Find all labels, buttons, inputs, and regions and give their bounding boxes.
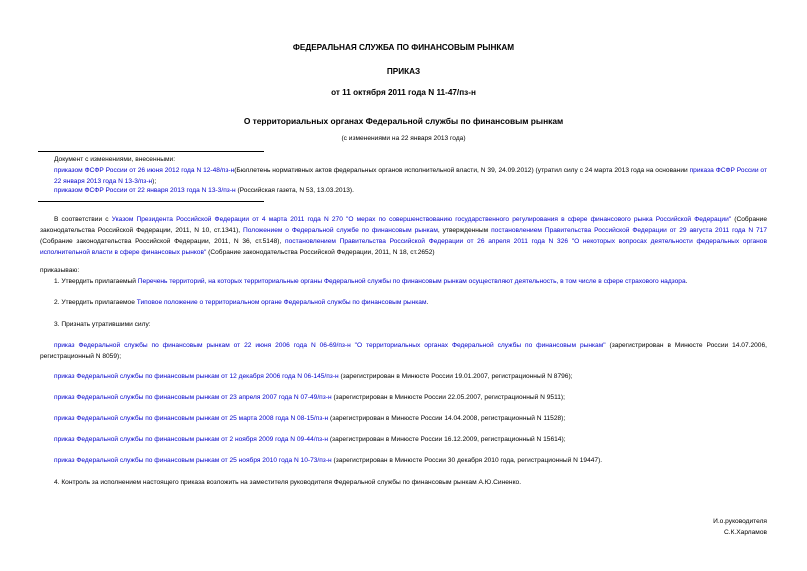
preamble-text-3: , утвержденным: [437, 227, 489, 234]
repealed-item-6: [54, 455, 602, 466]
repealed-link-6[interactable]: приказ Федеральной службы по финансовым рынкам от 25 ноября 2010 года N 10-73/пз-н: [54, 457, 332, 464]
repealed-item-3: [54, 392, 565, 403]
order-item-1-prefix: 1. Утвердить прилагаемый: [54, 278, 138, 285]
repealed-text-2: (зарегистрирован в Минюсте России 19.01.2007, регистрационный N 8796);: [340, 373, 573, 380]
repealed-item-4: [54, 413, 565, 424]
repealed-link-2[interactable]: приказ Федеральной службы по финансовым рынкам от 12 декабря 2006 года N 06-145/пз-н: [54, 373, 339, 380]
signature-position: И.о.руководителя: [713, 518, 767, 525]
amendment-text-1: (Бюллетень нормативных актов федеральных органов исполнительной власти, N 39, 24.09.2012) (утратил силу с 24 марта 2013 года на основании: [234, 167, 688, 174]
repealed-item-5: [54, 434, 566, 445]
prikazyvayu-label: приказываю:: [40, 267, 80, 274]
doc-type-heading: ПРИКАЗ: [386, 67, 421, 76]
document-title: О территориальных органах Федеральной службы по финансовым рынкам: [243, 116, 564, 126]
agency-heading: ФЕДЕРАЛЬНАЯ СЛУЖБА ПО ФИНАНСОВЫМ РЫНКАМ: [292, 43, 515, 52]
order-item-1-suffix: .: [685, 278, 688, 285]
repealed-text-4: (зарегистрирован в Минюсте России 14.04.2008, регистрационный N 11528);: [330, 415, 566, 422]
revision-note: (с изменениями на 22 января 2013 года): [341, 135, 466, 142]
regulation-link[interactable]: Положением о Федеральной службе по финансовым рынкам: [243, 227, 438, 234]
territories-list-link[interactable]: Перечень территорий, на которых территориальные органы Федеральной службы по финансовым рынкам осуществляют деятельность, в том числе в сфере страхового надзора: [137, 278, 686, 285]
amendment-item-2: [54, 185, 354, 196]
date-number-heading: от 11 октября 2011 года N 11-47/пз-н: [331, 88, 476, 97]
repealed-link-1[interactable]: приказ Федеральной службы по финансовым рынкам от 22 июня 2006 года N 06-69/пз-н "О территориальных органах Федеральной службы по финансовым рынкам": [54, 342, 606, 349]
amendment-link-2[interactable]: приказом ФСФР России от 22 января 2013 года N 13-3/пз-н: [54, 187, 236, 194]
preamble-text-2: (Собрание законодательства Российской Федерации, 2011, N 10, ст.1341),: [40, 216, 768, 234]
repealed-link-3[interactable]: приказ Федеральной службы по финансовым рынкам от 23 апреля 2007 года N 07-49/пз-н: [54, 394, 332, 401]
repealed-text-1: (зарегистрирован в Минюсте России 14.07.2006, регистрационный N 8059);: [40, 342, 767, 360]
preamble-text-5: (Собрание законодательства Российской Федерации, 2011, N 18, ст.2652): [208, 249, 435, 256]
amendment-item-1: [54, 165, 767, 187]
repealed-item-2: [54, 371, 573, 382]
divider-top: [38, 151, 264, 152]
order-item-4: 4. Контроль за исполнением настоящего приказа возложить на заместителя руководителя Федеральной службы по финансовым рынкам А.Ю.Синенко.: [54, 479, 522, 486]
resolution-717-link[interactable]: постановлением Правительства Российской Федерации от 29 августа 2011 года N 717: [491, 227, 767, 234]
amendment-text-2: (Российская газета, N 53, 13.03.2013).: [237, 187, 354, 194]
order-item-2-prefix: 2. Утвердить прилагаемое: [54, 299, 137, 306]
repealed-item-1: [40, 340, 767, 362]
preamble-text-4: (Собрание законодательства Российской Федерации, 2011, N 36, ст.5148),: [40, 238, 282, 245]
preamble-paragraph: [40, 214, 767, 258]
order-item-2: [54, 297, 428, 308]
repealed-link-4[interactable]: приказ Федеральной службы по финансовым рынкам от 25 марта 2008 года N 08-15/пз-н: [54, 415, 329, 422]
repealed-text-3: (зарегистрирован в Минюсте России 22.05.2007, регистрационный N 9511);: [333, 394, 565, 401]
resolution-326-link[interactable]: постановлением Правительства Российской Федерации от 26 апреля 2011 года N 326 "О некоторых вопросах деятельности федеральных органов исполнительной власти в сфере финансовых рынков": [40, 238, 767, 256]
repealed-text-5: (зарегистрирован в Минюсте России 16.12.2009, регистрационный N 15614);: [329, 436, 566, 443]
divider-bottom: [38, 201, 264, 202]
order-item-1: [54, 276, 687, 287]
repealed-text-6: (зарегистрирован в Минюсте России 30 декабря 2010 года, регистрационный N 19447).: [333, 457, 603, 464]
preamble-text-1: В соответствии с: [54, 216, 112, 223]
amendments-intro: Документ с изменениями, внесенными:: [54, 156, 176, 163]
decree-link[interactable]: Указом Президента Российской Федерации от 4 марта 2011 года N 270 "О мерах по совершенствованию государственного регулирования в сфере финансового рынка Российской Федерации": [111, 216, 732, 223]
amendment-tail-1: );: [152, 178, 157, 185]
amendment-link-1b[interactable]: приказа ФСФР России от 22 января 2013 года N 13-3/пз-н: [54, 167, 767, 185]
order-item-3: 3. Признать утратившими силу:: [54, 321, 151, 328]
signature-name: С.К.Харламов: [724, 529, 767, 536]
repealed-link-5[interactable]: приказ Федеральной службы по финансовым рынкам от 2 ноября 2009 года N 09-44/пз-н: [54, 436, 328, 443]
model-regulation-link[interactable]: Типовое положение о территориальном органе Федеральной службы по финансовым рынкам: [136, 299, 427, 306]
order-item-2-suffix: .: [426, 299, 429, 306]
amendment-link-1[interactable]: приказом ФСФР России от 26 июня 2012 года N 12-48/пз-н: [54, 167, 235, 174]
